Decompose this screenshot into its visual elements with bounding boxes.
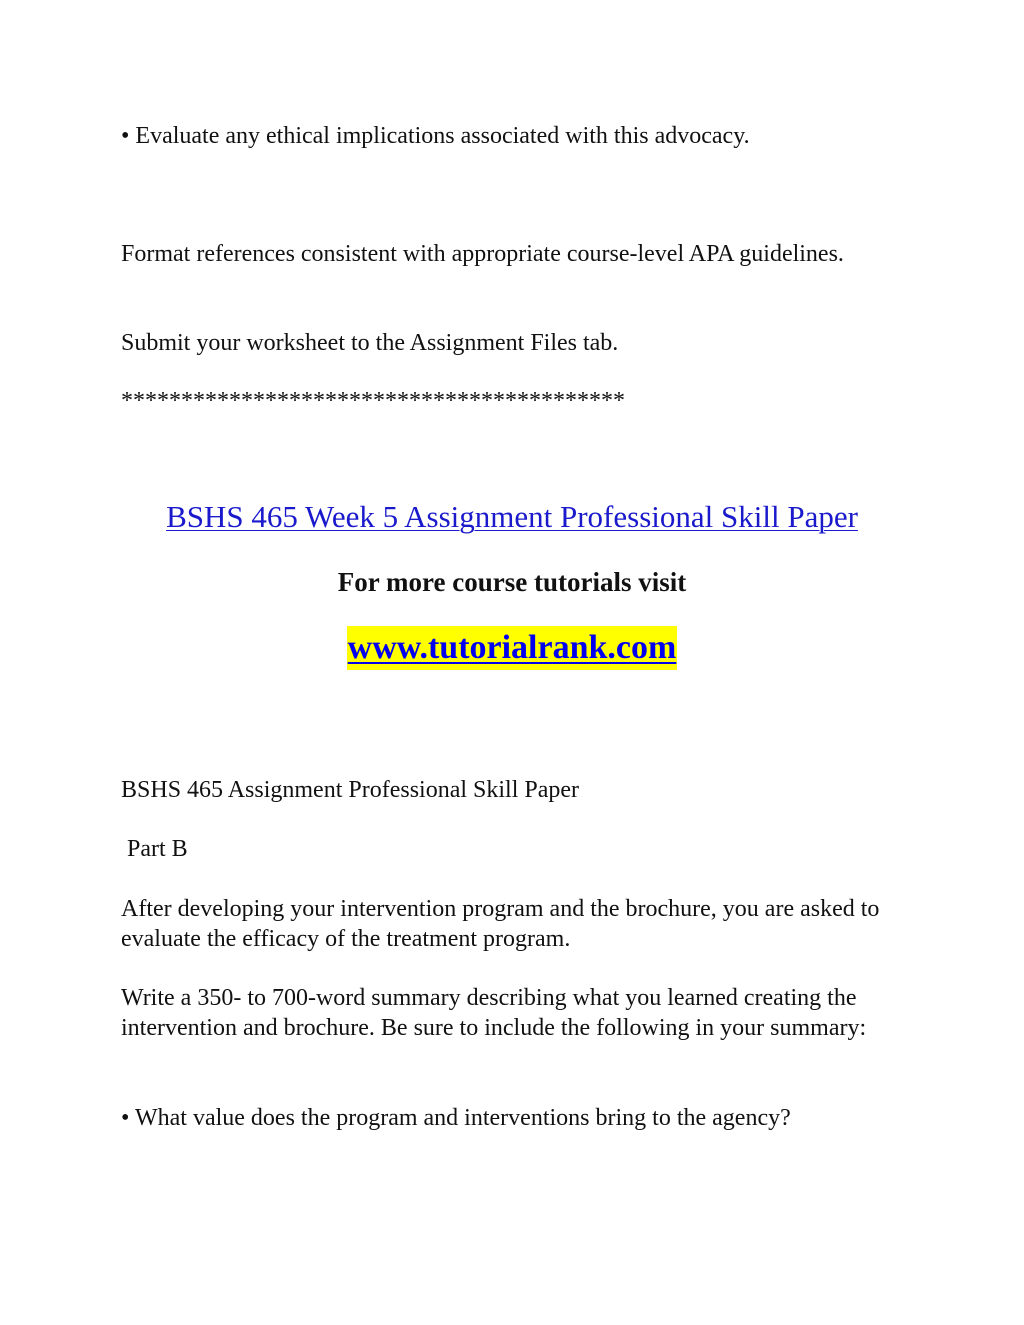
title-line xyxy=(0,498,1024,536)
separator-line: ****************************************** xyxy=(121,388,625,414)
submit-worksheet-text: Submit your worksheet to the Assignment Files tab. xyxy=(121,330,619,356)
next-assignment-link[interactable]: BSHS 465 Week 5 Assignment Professional Skill Paper xyxy=(166,499,858,534)
summary-paragraph: Write a 350- to 700-word summary describing what you learned creating the intervention and brochure. Be sure to include the following in your summary: xyxy=(121,985,867,1041)
bullet-value: • What value does the program and interventions bring to the agency? xyxy=(121,1105,791,1131)
bullet-ethics: • Evaluate any ethical implications associated with this advocacy. xyxy=(121,123,750,149)
website-link[interactable]: www.tutorialrank.com xyxy=(347,626,678,670)
intro-paragraph: After developing your intervention program and the brochure, you are asked to evaluate the efficacy of the treatment program. xyxy=(121,896,880,952)
assignment-heading: BSHS 465 Assignment Professional Skill Paper xyxy=(121,777,580,803)
part-label: Part B xyxy=(121,836,188,862)
more-tutorials-text: For more course tutorials visit xyxy=(337,567,687,597)
website-line xyxy=(0,626,1024,670)
format-references-text: Format references consistent with appropriate course-level APA guidelines. xyxy=(121,241,844,267)
